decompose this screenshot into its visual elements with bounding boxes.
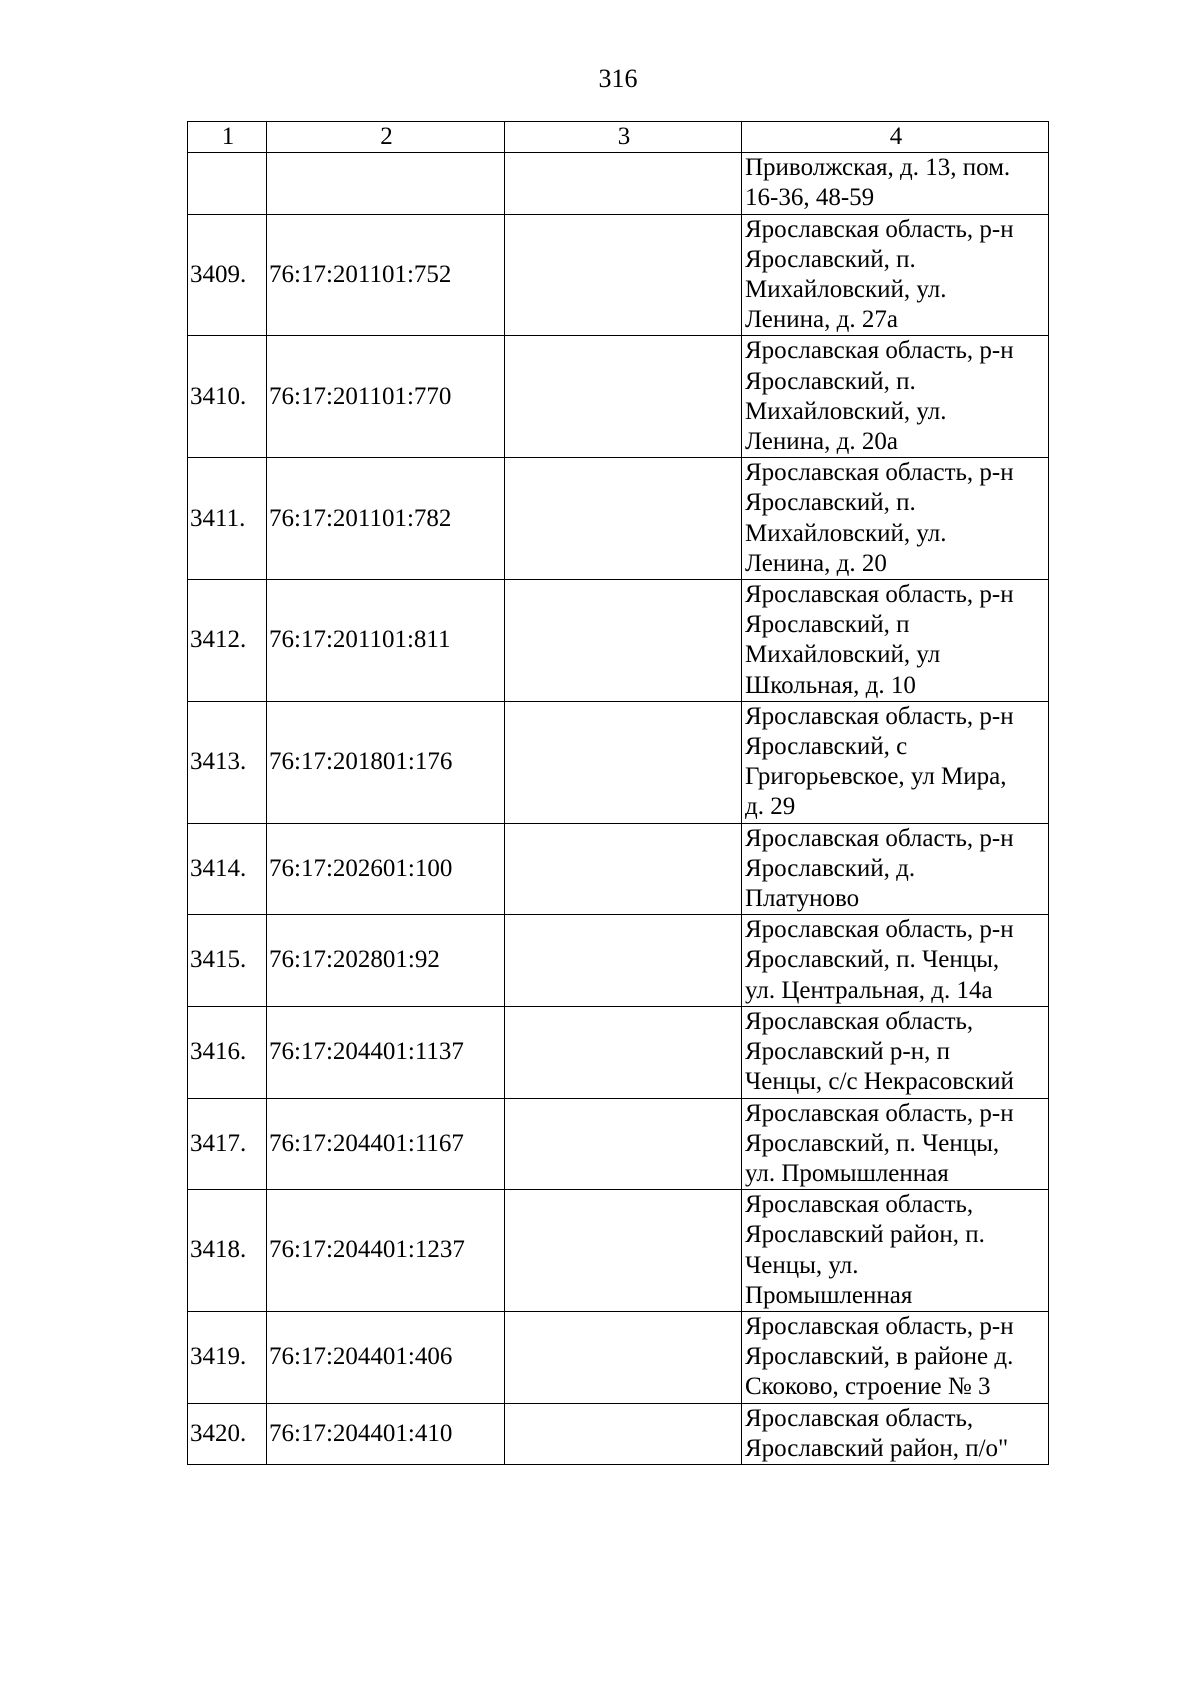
column-3-cell xyxy=(505,1190,742,1312)
cadastral-number-cell xyxy=(267,153,505,214)
cadastral-number-cell: 76:17:204401:410 xyxy=(267,1403,505,1464)
address-line: Ярославский, п. Ченцы, xyxy=(745,1129,1000,1157)
table-row xyxy=(188,153,1049,214)
table-row xyxy=(188,580,1049,702)
table-row xyxy=(188,1403,1049,1464)
row-number-cell: 3420. xyxy=(188,1403,267,1464)
address-line: Ярославская область, р-н xyxy=(745,916,1014,944)
address-line: Ярославская область, р-н xyxy=(745,459,1014,487)
address-line: Ярославский район, п. xyxy=(745,1221,985,1249)
address-line: ул. Центральная, д. 14а xyxy=(745,976,993,1004)
address-cell xyxy=(742,1190,1049,1312)
address-line: Ярославский р-н, п xyxy=(745,1038,950,1066)
table-row xyxy=(188,701,1049,823)
address-line: Ленина, д. 20а xyxy=(745,428,898,456)
address-line: Ярославская область, р-н xyxy=(745,581,1014,609)
table-row xyxy=(188,214,1049,336)
column-3-cell xyxy=(505,580,742,702)
cadastral-number-cell: 76:17:201101:782 xyxy=(267,458,505,580)
address-line: Ярославская область, р-н xyxy=(745,824,1014,852)
column-3-cell xyxy=(505,1006,742,1098)
address-line: 16-36, 48-59 xyxy=(745,184,875,212)
column-3-cell xyxy=(505,915,742,1007)
column-3-cell xyxy=(505,1311,742,1403)
address-cell xyxy=(742,701,1049,823)
address-line: Ярославский, п xyxy=(745,611,910,639)
address-line: Ярославский, п. xyxy=(745,367,916,395)
row-number-cell: 3416. xyxy=(188,1006,267,1098)
table-row xyxy=(188,823,1049,915)
address-line: Ленина, д. 20 xyxy=(745,549,887,577)
address-line: Школьная, д. 10 xyxy=(745,671,916,699)
cadastral-number-cell: 76:17:202801:92 xyxy=(267,915,505,1007)
column-3-cell xyxy=(505,458,742,580)
table-row xyxy=(188,1098,1049,1190)
row-number-cell: 3412. xyxy=(188,580,267,702)
cadastral-number-cell: 76:17:204401:1137 xyxy=(267,1006,505,1098)
column-header-2: 2 xyxy=(267,122,505,153)
address-line: Ярославский, с xyxy=(745,733,908,761)
row-number-cell: 3414. xyxy=(188,823,267,915)
address-cell xyxy=(742,1311,1049,1403)
address-line: Ярославский, в районе д. xyxy=(745,1343,1014,1371)
page-number: 316 xyxy=(598,64,638,93)
column-3-cell xyxy=(505,153,742,214)
address-cell xyxy=(742,153,1049,214)
address-line: Ченцы, ул. xyxy=(745,1251,859,1279)
address-line: Михайловский, ул xyxy=(745,641,941,669)
address-line: Ярославский, п. xyxy=(745,489,916,517)
row-number-cell xyxy=(188,153,267,214)
cadastral-number-cell: 76:17:201101:811 xyxy=(267,580,505,702)
row-number-cell: 3413. xyxy=(188,701,267,823)
column-3-cell xyxy=(505,214,742,336)
column-3-cell xyxy=(505,1403,742,1464)
address-line: Ленина, д. 27а xyxy=(745,306,898,334)
address-cell xyxy=(742,336,1049,458)
address-line: Скоково, строение № 3 xyxy=(745,1373,991,1401)
column-3-cell xyxy=(505,336,742,458)
table-row xyxy=(188,336,1049,458)
table-row xyxy=(188,458,1049,580)
row-number-cell: 3417. xyxy=(188,1098,267,1190)
address-line: Платуново xyxy=(745,885,860,913)
address-line: Ярославский, п. Ченцы, xyxy=(745,946,1000,974)
address-line: Промышленная xyxy=(745,1281,913,1309)
cadastral-number-cell: 76:17:204401:1167 xyxy=(267,1098,505,1190)
address-line: Григорьевское, ул Мира, xyxy=(745,763,1007,791)
address-line: Ченцы, с/с Некрасовский xyxy=(745,1068,1014,1096)
address-line: Ярославская область, р-н xyxy=(745,702,1014,730)
cadastral-number-cell: 76:17:204401:406 xyxy=(267,1311,505,1403)
cadastral-number-cell: 76:17:201101:752 xyxy=(267,214,505,336)
address-cell xyxy=(742,580,1049,702)
table-row xyxy=(188,1190,1049,1312)
address-line: Михайловский, ул. xyxy=(745,519,947,547)
address-line: Ярославская область, xyxy=(745,1404,974,1432)
address-line: Ярославская область, р-н xyxy=(745,215,1014,243)
address-line: Ярославский, д. xyxy=(745,854,916,882)
column-3-cell xyxy=(505,1098,742,1190)
table-row xyxy=(188,1006,1049,1098)
address-line: Ярославская область, xyxy=(745,1191,974,1219)
cadastral-number-cell: 76:17:204401:1237 xyxy=(267,1190,505,1312)
row-number-cell: 3409. xyxy=(188,214,267,336)
address-line: Ярославская область, р-н xyxy=(745,337,1014,365)
address-cell xyxy=(742,1403,1049,1464)
register-table xyxy=(187,121,1049,1465)
address-cell xyxy=(742,823,1049,915)
address-line: д. 29 xyxy=(745,793,796,821)
table-row xyxy=(188,1311,1049,1403)
address-cell xyxy=(742,1098,1049,1190)
cadastral-number-cell: 76:17:202601:100 xyxy=(267,823,505,915)
address-line: ул. Промышленная xyxy=(745,1159,949,1187)
address-line: Ярославская область, р-н xyxy=(745,1099,1014,1127)
address-line: Ярославская область, xyxy=(745,1007,974,1035)
address-line: Ярославский район, п/о" xyxy=(745,1434,1009,1462)
column-3-cell xyxy=(505,823,742,915)
address-line: Приволжская, д. 13, пом. xyxy=(745,154,1011,182)
address-line: Михайловский, ул. xyxy=(745,276,947,304)
address-cell xyxy=(742,458,1049,580)
column-3-cell xyxy=(505,701,742,823)
cadastral-number-cell: 76:17:201101:770 xyxy=(267,336,505,458)
column-header-1: 1 xyxy=(188,122,267,153)
address-line: Михайловский, ул. xyxy=(745,397,947,425)
column-header-3: 3 xyxy=(505,122,742,153)
row-number-cell: 3410. xyxy=(188,336,267,458)
address-cell xyxy=(742,1006,1049,1098)
table-header-row xyxy=(188,122,1049,153)
table-row xyxy=(188,915,1049,1007)
register-table-body xyxy=(188,122,1049,1465)
column-header-4: 4 xyxy=(742,122,1049,153)
address-cell xyxy=(742,214,1049,336)
row-number-cell: 3418. xyxy=(188,1190,267,1312)
address-cell xyxy=(742,915,1049,1007)
row-number-cell: 3411. xyxy=(188,458,267,580)
cadastral-number-cell: 76:17:201801:176 xyxy=(267,701,505,823)
row-number-cell: 3419. xyxy=(188,1311,267,1403)
address-line: Ярославская область, р-н xyxy=(745,1312,1014,1340)
address-line: Ярославский, п. xyxy=(745,245,916,273)
row-number-cell: 3415. xyxy=(188,915,267,1007)
